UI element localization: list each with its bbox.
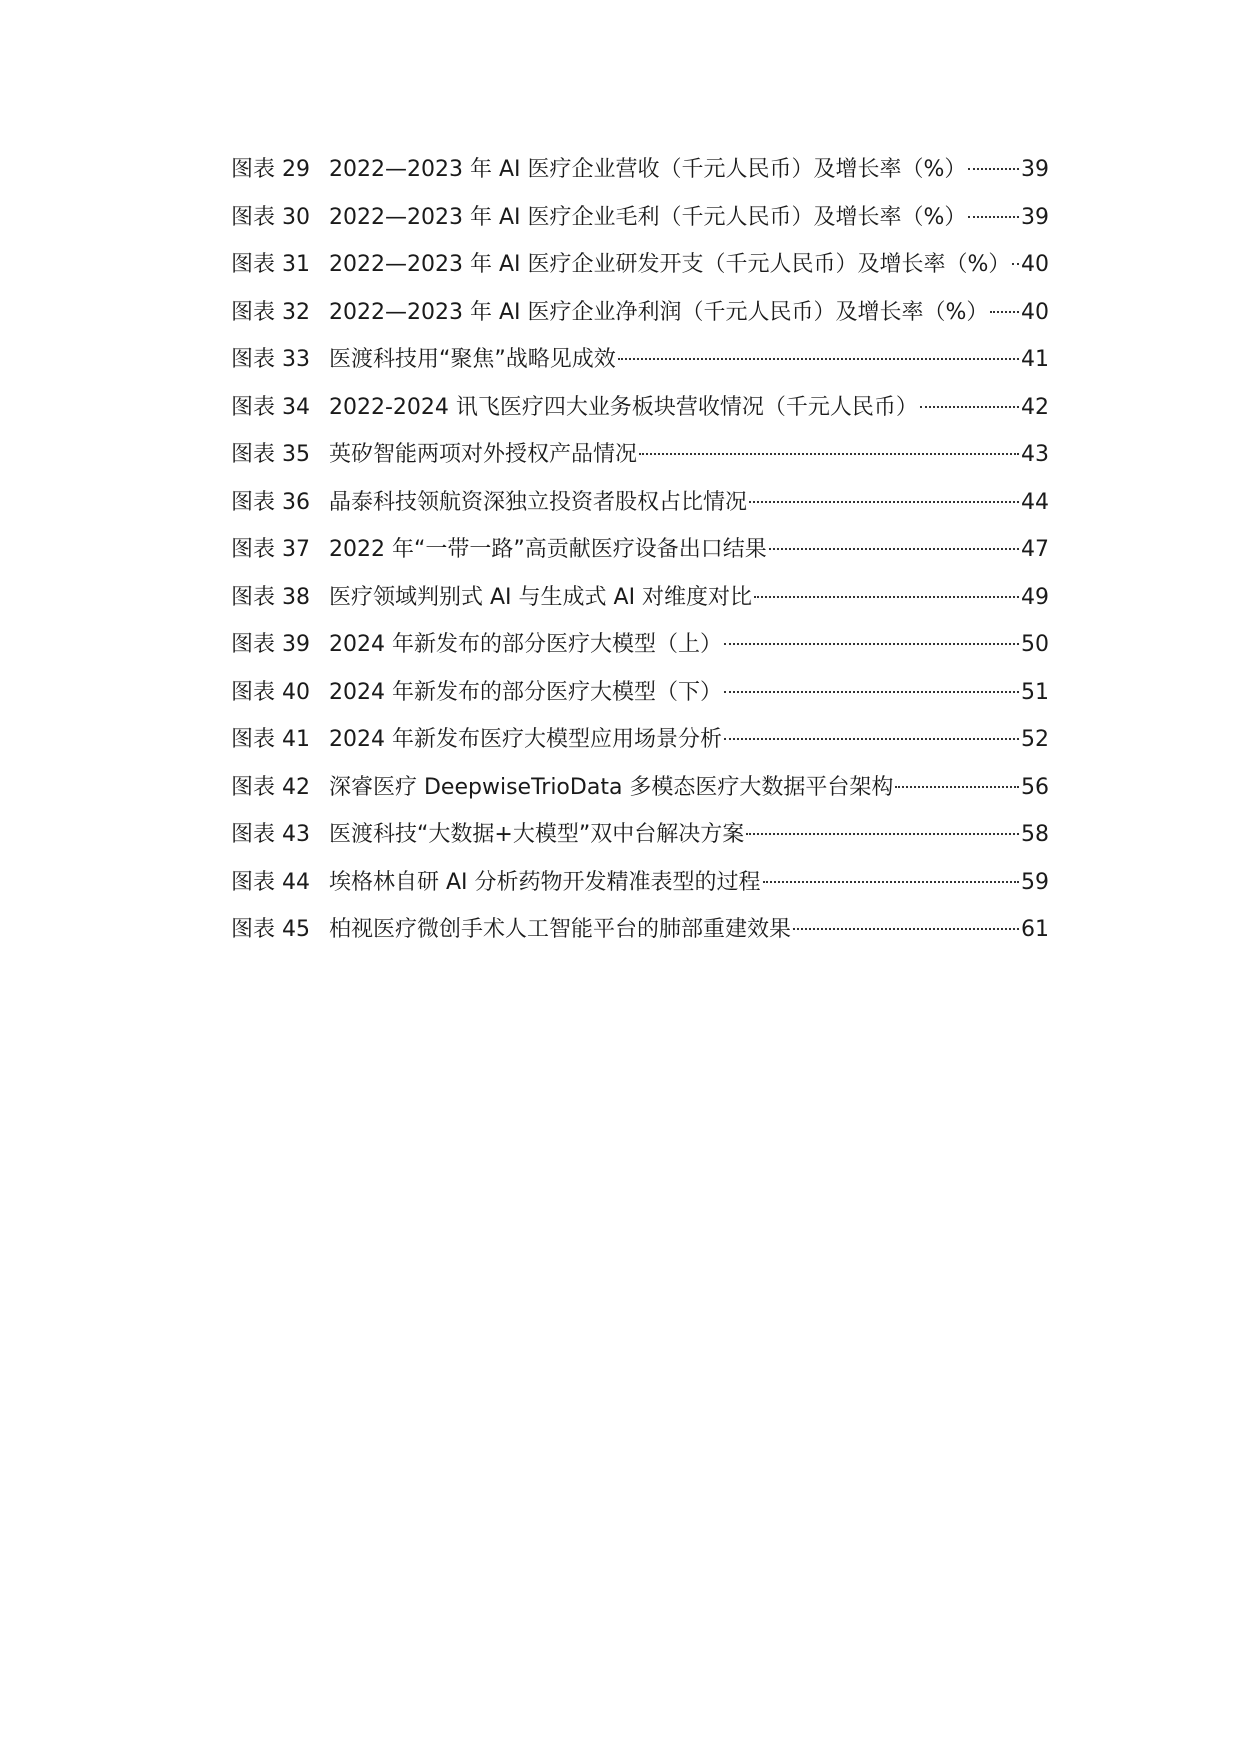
- page-number: 52: [1021, 727, 1049, 752]
- dot-leader: [1012, 263, 1019, 265]
- figure-title: 深睿医疗 DeepwiseTrioData 多模态医疗大数据平台架构: [329, 774, 894, 800]
- toc-entry[interactable]: [231, 669, 1049, 717]
- dot-leader: [968, 168, 1019, 170]
- figure-title: 2024 年新发布的部分医疗大模型（上）: [329, 632, 722, 657]
- toc-entry[interactable]: [231, 479, 1049, 527]
- figure-title: 2022—2023 年 AI 医疗企业毛利（千元人民币）及增长率（%）: [329, 204, 967, 230]
- page-number: 56: [1021, 774, 1049, 800]
- figure-title: 2022—2023 年 AI 医疗企业研发开支（千元人民币）及增长率（%）: [329, 252, 1011, 277]
- figure-label: 图表 43: [231, 822, 310, 847]
- page-number: 40: [1021, 299, 1049, 325]
- toc-entry[interactable]: [231, 859, 1049, 907]
- figure-label: 图表 37: [231, 537, 310, 562]
- figure-label: 图表 45: [231, 917, 310, 942]
- toc-entry[interactable]: [231, 621, 1049, 669]
- figure-label: 图表 31: [231, 252, 310, 277]
- figure-title: 2022 年“一带一路”高贡献医疗设备出口结果: [329, 537, 767, 562]
- figure-title: 2024 年新发布医疗大模型应用场景分析: [329, 727, 722, 752]
- figure-title: 柏视医疗微创手术人工智能平台的肺部重建效果: [329, 917, 792, 942]
- page-number: 40: [1021, 252, 1049, 277]
- figure-label: 图表 35: [231, 442, 310, 467]
- page-number: 41: [1021, 347, 1049, 372]
- page-number: 43: [1021, 442, 1049, 467]
- toc-entry[interactable]: [231, 241, 1049, 289]
- figure-title: 2022—2023 年 AI 医疗企业净利润（千元人民币）及增长率（%）: [329, 299, 989, 325]
- page-number: 61: [1021, 917, 1049, 942]
- figure-label: 图表 29: [231, 157, 310, 182]
- toc-entry[interactable]: [231, 574, 1049, 622]
- figure-label: 图表 39: [231, 632, 310, 657]
- dot-leader: [920, 406, 1019, 408]
- figure-label: 图表 36: [231, 489, 310, 515]
- page-number: 39: [1021, 204, 1049, 230]
- page-number: 59: [1021, 869, 1049, 895]
- figure-label: 图表 33: [231, 347, 310, 372]
- dot-leader: [639, 453, 1019, 455]
- toc-entry[interactable]: [231, 289, 1049, 337]
- page-number: 47: [1021, 537, 1049, 562]
- toc-entry[interactable]: [231, 526, 1049, 574]
- toc-entry[interactable]: [231, 906, 1049, 954]
- toc-entry[interactable]: [231, 336, 1049, 384]
- figure-title: 医渡科技用“聚焦”战略见成效: [329, 347, 616, 372]
- table-of-figures: [231, 146, 1049, 954]
- figure-label: 图表 42: [231, 774, 310, 800]
- toc-entry[interactable]: [231, 811, 1049, 859]
- dot-leader: [618, 358, 1019, 360]
- page-number: 39: [1021, 157, 1049, 182]
- dot-leader: [749, 501, 1019, 503]
- figure-title: 2022-2024 讯飞医疗四大业务板块营收情况（千元人民币）: [329, 394, 918, 420]
- dot-leader: [724, 691, 1019, 693]
- figure-label: 图表 32: [231, 299, 310, 325]
- figure-label: 图表 30: [231, 204, 310, 230]
- figure-label: 图表 38: [231, 584, 310, 610]
- dot-leader: [754, 596, 1019, 598]
- figure-title: 2024 年新发布的部分医疗大模型（下）: [329, 679, 722, 705]
- figure-label: 图表 41: [231, 727, 310, 752]
- dot-leader: [793, 928, 1019, 930]
- page-number: 42: [1021, 394, 1049, 420]
- page-number: 58: [1021, 822, 1049, 847]
- figure-title: 医渡科技“大数据+大模型”双中台解决方案: [329, 822, 745, 847]
- dot-leader: [990, 311, 1019, 313]
- toc-entry[interactable]: [231, 716, 1049, 764]
- dot-leader: [746, 833, 1019, 835]
- toc-entry[interactable]: [231, 431, 1049, 479]
- page-number: 44: [1021, 489, 1049, 515]
- toc-entry[interactable]: [231, 764, 1049, 812]
- dot-leader: [763, 881, 1019, 883]
- figure-title: 英矽智能两项对外授权产品情况: [329, 442, 638, 467]
- page-number: 50: [1021, 632, 1049, 657]
- dot-leader: [724, 738, 1019, 740]
- figure-label: 图表 34: [231, 394, 310, 420]
- page-number: 49: [1021, 584, 1049, 610]
- figure-title: 埃格林自研 AI 分析药物开发精准表型的过程: [329, 869, 761, 895]
- figure-label: 图表 44: [231, 869, 310, 895]
- toc-entry[interactable]: [231, 384, 1049, 432]
- page-number: 51: [1021, 679, 1049, 705]
- toc-entry[interactable]: [231, 194, 1049, 242]
- toc-entry[interactable]: [231, 146, 1049, 194]
- dot-leader: [724, 643, 1019, 645]
- figure-title: 2022—2023 年 AI 医疗企业营收（千元人民币）及增长率（%）: [329, 157, 967, 182]
- dot-leader: [895, 786, 1019, 788]
- figure-label: 图表 40: [231, 679, 310, 705]
- figure-title: 医疗领域判别式 AI 与生成式 AI 对维度对比: [329, 584, 753, 610]
- dot-leader: [769, 548, 1019, 550]
- figure-title: 晶泰科技领航资深独立投资者股权占比情况: [329, 489, 748, 515]
- dot-leader: [968, 216, 1019, 218]
